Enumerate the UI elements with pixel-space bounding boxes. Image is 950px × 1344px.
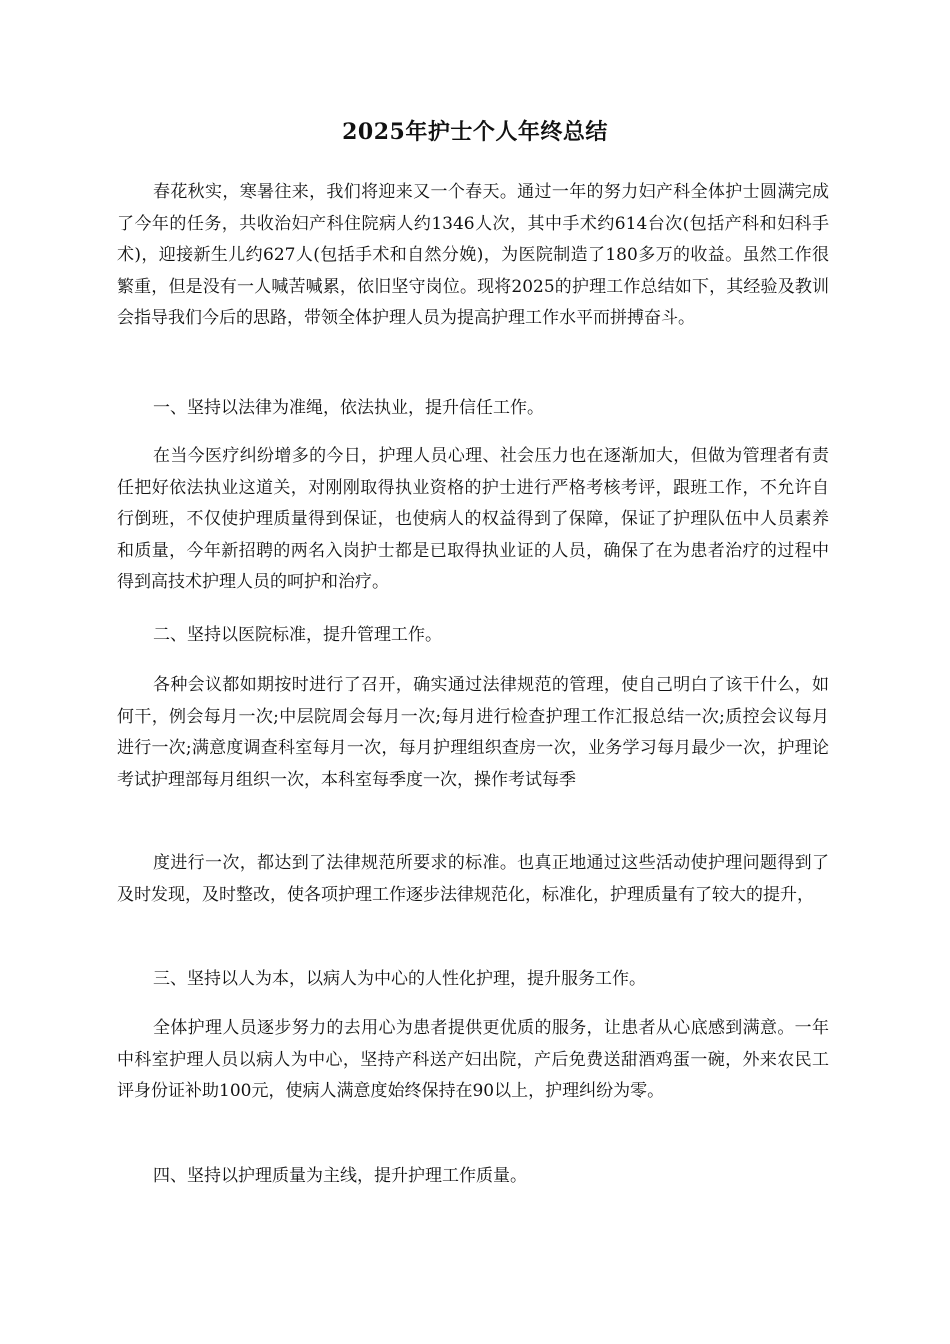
section-heading-2: 二、坚持以医院标准，提升管理工作。 [153, 625, 442, 645]
section-2-continuation-paragraph: 度进行一次，都达到了法律规范所要求的标准。也真正地通过这些活动使护理问题得到了及时发现，及时整改，使各项护理工作逐步法律规范化，标准化，护理质量有了较大的提升， [117, 853, 829, 905]
section-2-paragraph: 各种会议都如期按时进行了召开，确实通过法律规范的管理，使自己明白了该干什么，如何干，例会每月一次;中层院周会每月一次;每月进行检查护理工作汇报总结一次;质控会议每月进行一次;满意度调查科室每月一次，每月护理组织查房一次，业务学习每月最少一次，护理论考试护理部每月组织一次，本科室每季度一次，操作考试每季 [117, 675, 829, 790]
document-title: 2025年护士个人年终总结 [342, 119, 608, 145]
section-heading-3: 三、坚持以人为本，以病人为中心的人性化护理，提升服务工作。 [153, 969, 646, 989]
section-3-paragraph: 全体护理人员逐步努力的去用心为患者提供更优质的服务，让患者从心底感到满意。一年中科室护理人员以病人为中心，坚持产科送产妇出院，产后免费送甜酒鸡蛋一碗，外来农民工评身份证补助100元，使病人满意度始终保持在90以上，护理纠纷为零。 [117, 1018, 829, 1102]
section-1-paragraph: 在当今医疗纠纷增多的今日，护理人员心理、社会压力也在逐渐加大，但做为管理者有责任把好依法执业这道关，对刚刚取得执业资格的护士进行严格考核考评，跟班工作，不允许自行倒班，不仅使护理质量得到保证，也使病人的权益得到了保障，保证了护理队伍中人员素养和质量，今年新招聘的两名入岗护士都是已取得执业证的人员，确保了在为患者治疗的过程中得到高技术护理人员的呵护和治疗。 [117, 446, 829, 593]
section-heading-4: 四、坚持以护理质量为主线，提升护理工作质量。 [153, 1166, 527, 1186]
intro-paragraph: 春花秋实，寒暑往来，我们将迎来又一个春天。通过一年的努力妇产科全体护士圆满完成了今年的任务，共收治妇产科住院病人约1346人次，其中手术约614台次(包括产科和妇科手术)，迎接新生儿约627人(包括手术和自然分娩)，为医院制造了180多万的收益。虽然工作很繁重，但是没有一人喊苦喊累，依旧坚守岗位。现将2025的护理工作总结如下，其经验及教训会指导我们今后的思路，带领全体护理人员为提高护理工作水平而拼搏奋斗。 [117, 182, 829, 329]
section-heading-1: 一、坚持以法律为准绳，依法执业，提升信任工作。 [153, 398, 544, 418]
